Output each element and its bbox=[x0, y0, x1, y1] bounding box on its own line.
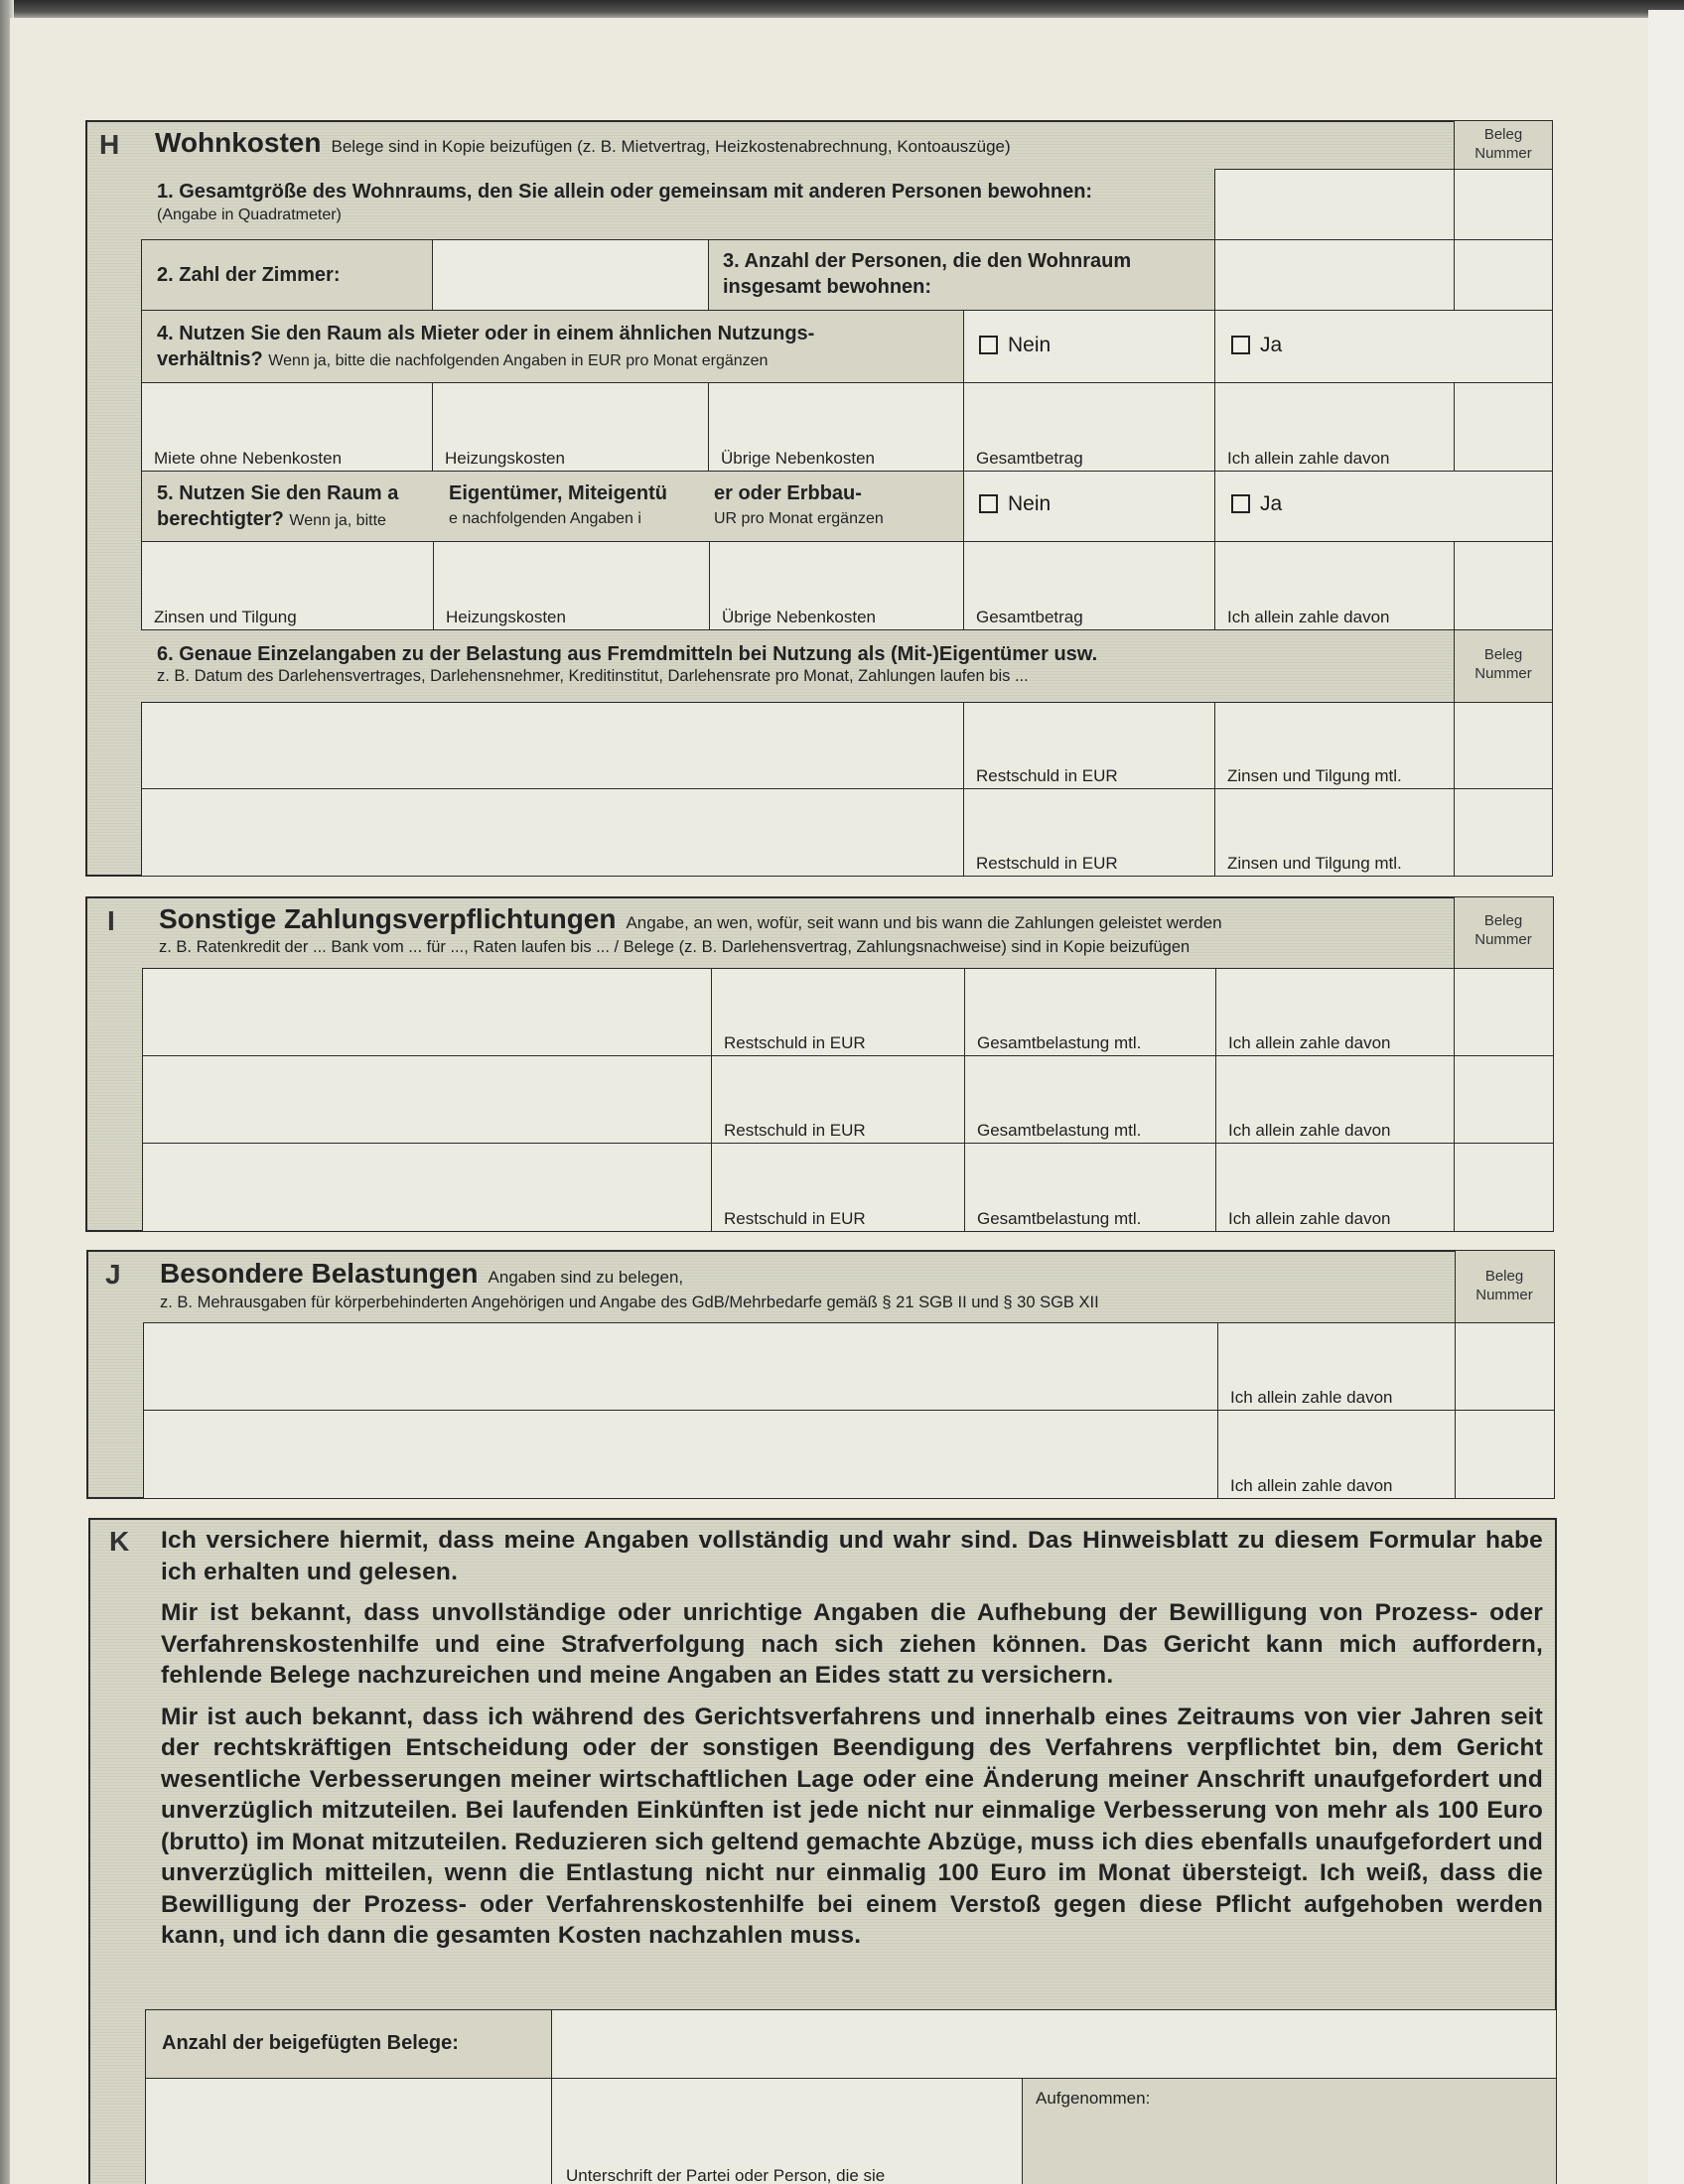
q6-row-2-zinsen[interactable] bbox=[1214, 788, 1455, 877]
signature-field[interactable] bbox=[551, 2078, 1023, 2184]
field-caption: Zinsen und Tilgung mtl. bbox=[1227, 766, 1402, 785]
section-h-title bbox=[155, 127, 1011, 159]
q2-label: 2. Zahl der Zimmer: bbox=[157, 264, 341, 286]
section-j-row-1-description[interactable] bbox=[143, 1322, 1218, 1411]
section-j-row-1-beleg[interactable] bbox=[1455, 1322, 1555, 1411]
q5-beleg-input[interactable] bbox=[1454, 541, 1553, 630]
field-caption: Restschuld in EUR bbox=[976, 854, 1118, 873]
section-i-row-2-beleg[interactable] bbox=[1454, 1055, 1554, 1144]
field-caption: Gesamtbelastung mtl. bbox=[977, 1209, 1142, 1228]
beleg-label-line1: Beleg bbox=[1483, 126, 1523, 143]
field-caption: Gesamtbetrag bbox=[976, 449, 1083, 468]
section-i-title-text: Sonstige Zahlungsverpflichtungen bbox=[159, 903, 617, 934]
q5-label-mid bbox=[449, 480, 667, 532]
q6-note: z. B. Datum des Darlehensvertrages, Darlehensnehmer, Kreditinstitut, Darlehensrate pro Monat, Zahlungen laufen bis ... bbox=[157, 667, 1029, 685]
section-i-letter: I bbox=[107, 905, 115, 936]
section-i-title bbox=[159, 903, 1222, 935]
section-j-subtitle: Angaben sind zu belegen, bbox=[488, 1268, 684, 1287]
field-caption: Übrige Nebenkosten bbox=[722, 608, 876, 626]
aufgenommen-field bbox=[1022, 2078, 1557, 2184]
field-caption: Gesamtbelastung mtl. bbox=[977, 1121, 1142, 1140]
section-i-row-1-gesamt[interactable] bbox=[964, 968, 1216, 1056]
q4-label-line2: verhältnis? bbox=[157, 348, 263, 370]
q5-note-part-c: UR pro Monat ergänzen bbox=[714, 510, 884, 527]
section-j-row-1-allein[interactable] bbox=[1217, 1322, 1456, 1411]
q5-note-part-a: Wenn ja, bitte bbox=[289, 512, 386, 529]
section-j-beleg-label bbox=[1457, 1267, 1552, 1304]
q5-label-part-b: Eigentümer, Miteigentü bbox=[449, 482, 668, 504]
q2-rooms-input[interactable] bbox=[432, 239, 709, 311]
q4-no-option[interactable] bbox=[979, 334, 1051, 357]
q5-label bbox=[157, 480, 398, 534]
field-caption: Heizungskosten bbox=[446, 608, 566, 626]
field-caption: Restschuld in EUR bbox=[976, 766, 1118, 785]
beleg-label-line2: Nummer bbox=[1475, 1287, 1533, 1303]
section-i-row-1-description[interactable] bbox=[142, 968, 712, 1056]
q5-no-option[interactable] bbox=[979, 492, 1051, 516]
q4-field-nebenkosten[interactable] bbox=[708, 382, 964, 472]
q5-label-line2: berechtigter? bbox=[157, 508, 284, 530]
q5-no-checkbox[interactable] bbox=[979, 494, 998, 513]
q1-area-input[interactable] bbox=[1214, 169, 1455, 240]
declaration-paragraph-3: Mir ist auch bekannt, dass ich während des Gerichtsverfahrens und innerhalb eines Zeitraums von vier Jahren seit der rechtskräftigen Entscheidung oder der sonstigen Beendigung des Verfahrens verpflichtet bin, dem Gericht wesentliche Verbesserungen meiner wirtschaftlichen Lage oder eine Änderung meiner Anschrift unaufgefordert und unverzüglich mitzuteilen. Bei laufenden Einkünften ist jede nicht nur einmalige Verbesserung von mehr als 100 Euro (brutto) im Monat mitzuteilen. Reduzieren sich geltend gemachte Abzüge, muss ich dies ebenfalls unaufgefordert und unverzüglich mitteilen, wenn die Entlastung nicht nur einmalig 100 Euro im Monat übersteigt. Ich weiß, dass die Bewilligung der Prozess- oder Verfahrenskostenhilfe bei einem Verstoß gegen diese Pflicht aufgehoben werden kann, und ich dann die gesamten Kosten nachzahlen muss. bbox=[161, 1703, 1543, 1949]
field-caption: Ich allein zahle davon bbox=[1227, 449, 1390, 468]
q6-beleg-label bbox=[1456, 645, 1551, 683]
q4-note: Wenn ja, bitte die nachfolgenden Angaben in EUR pro Monat ergänzen bbox=[268, 352, 769, 369]
q4-yes-checkbox[interactable] bbox=[1231, 336, 1250, 354]
signature-label: Unterschrift der Partei oder Person, die sie bbox=[566, 2166, 886, 2184]
declaration-paragraph-1: Ich versichere hiermit, dass meine Angaben vollständig und wahr sind. Das Hinweisblatt zu diesem Formular habe ich erhalten und gelesen. bbox=[161, 1527, 1543, 1585]
section-j-row-2-description[interactable] bbox=[143, 1410, 1218, 1499]
section-i-row-1-allein[interactable] bbox=[1215, 968, 1455, 1056]
field-caption: Ich allein zahle davon bbox=[1228, 1209, 1391, 1228]
beleg-label-line1: Beleg bbox=[1483, 912, 1523, 929]
q5-field-zinsen[interactable] bbox=[141, 541, 434, 630]
q4-field-miete[interactable] bbox=[141, 382, 433, 472]
field-caption: Zinsen und Tilgung mtl. bbox=[1227, 854, 1402, 873]
section-j-title-text: Besondere Belastungen bbox=[160, 1258, 479, 1289]
beleg-label-line1: Beleg bbox=[1484, 1268, 1524, 1285]
section-h-beleg-label bbox=[1456, 125, 1551, 163]
q3-label bbox=[723, 248, 1131, 300]
q6-row-2-restschuld[interactable] bbox=[963, 788, 1215, 877]
field-caption: Miete ohne Nebenkosten bbox=[154, 449, 343, 468]
q4-field-gesamt[interactable] bbox=[963, 382, 1215, 472]
section-j-letter: J bbox=[105, 1259, 121, 1290]
section-i-row-2-gesamt[interactable] bbox=[964, 1055, 1216, 1144]
field-caption: Gesamtbelastung mtl. bbox=[977, 1033, 1142, 1052]
q4-no-checkbox[interactable] bbox=[979, 336, 998, 354]
section-i-subtitle: Angabe, an wen, wofür, seit wann und bis wann die Zahlungen geleistet werden bbox=[626, 913, 1222, 932]
field-caption: Restschuld in EUR bbox=[724, 1033, 866, 1052]
section-h-subtitle: Belege sind in Kopie beizufügen (z. B. Mietvertrag, Heizkostenabrechnung, Kontoauszüge) bbox=[331, 137, 1011, 156]
q5-yes-checkbox[interactable] bbox=[1231, 494, 1250, 513]
section-j-title bbox=[160, 1258, 683, 1290]
field-caption: Ich allein zahle davon bbox=[1230, 1476, 1393, 1495]
field-caption: Heizungskosten bbox=[445, 449, 565, 468]
section-i-row-3-gesamt[interactable] bbox=[964, 1143, 1216, 1232]
section-j-note: z. B. Mehrausgaben für körperbehinderten Angehörigen und Angabe des GdB/Mehrbedarfe gemäß § 21 SGB II und § 30 SGB XII bbox=[160, 1294, 1099, 1311]
q5-field-nebenkosten[interactable] bbox=[709, 541, 964, 630]
field-caption: Restschuld in EUR bbox=[724, 1209, 866, 1228]
field-caption: Restschuld in EUR bbox=[724, 1121, 866, 1140]
section-i-beleg-label bbox=[1456, 911, 1551, 949]
section-j-row-2-allein[interactable] bbox=[1217, 1410, 1456, 1499]
q6-label: 6. Genaue Einzelangaben zu der Belastung aus Fremdmitteln bei Nutzung als (Mit-)Eigentümer usw. bbox=[157, 643, 1098, 665]
q4-label-line1: 4. Nutzen Sie den Raum als Mieter oder in einem ähnlichen Nutzungs- bbox=[157, 323, 815, 344]
beleg-label-line2: Nummer bbox=[1474, 145, 1532, 162]
declaration-text bbox=[161, 1525, 1543, 1962]
q5-label-end bbox=[714, 480, 884, 532]
q3-persons-input[interactable] bbox=[1214, 239, 1455, 311]
place-date-input[interactable] bbox=[145, 2078, 552, 2184]
q6-row-2-beleg[interactable] bbox=[1454, 788, 1553, 877]
q5-field-gesamt[interactable] bbox=[963, 541, 1215, 630]
q3-label-line2: insgesamt bewohnen: bbox=[723, 276, 932, 298]
section-j-row-2-beleg[interactable] bbox=[1455, 1410, 1555, 1499]
field-caption: Zinsen und Tilgung bbox=[154, 608, 297, 626]
q4-field-heizung[interactable] bbox=[432, 382, 709, 472]
q6-row-1-zinsen[interactable] bbox=[1214, 702, 1455, 789]
q5-yes-option[interactable] bbox=[1231, 492, 1282, 516]
q4-yes-option[interactable] bbox=[1231, 334, 1282, 357]
q3-beleg-input[interactable] bbox=[1454, 239, 1553, 311]
q5-field-heizung[interactable] bbox=[433, 541, 710, 630]
field-caption: Ich allein zahle davon bbox=[1228, 1033, 1391, 1052]
q3-label-line1: 3. Anzahl der Personen, die den Wohnraum bbox=[723, 250, 1132, 272]
section-i-row-3-beleg[interactable] bbox=[1454, 1143, 1554, 1232]
q6-row-1-beleg[interactable] bbox=[1454, 702, 1553, 789]
section-i-row-3-description[interactable] bbox=[142, 1143, 712, 1232]
q1-label: 1. Gesamtgröße des Wohnraums, den Sie allein oder gemeinsam mit anderen Personen bewohnen: bbox=[157, 181, 1093, 203]
scan-right-edge bbox=[1648, 10, 1684, 2184]
scan-top-edge bbox=[0, 0, 1684, 20]
q6-row-1-restschuld[interactable] bbox=[963, 702, 1215, 789]
field-caption: Ich allein zahle davon bbox=[1228, 1121, 1391, 1140]
aufgenommen-label: Aufgenommen: bbox=[1036, 2089, 1151, 2108]
beleg-label-line2: Nummer bbox=[1474, 931, 1532, 948]
section-i-row-1-beleg[interactable] bbox=[1454, 968, 1554, 1056]
q5-label-part-a: 5. Nutzen Sie den Raum a bbox=[157, 482, 399, 504]
beleg-label-line1: Beleg bbox=[1483, 646, 1523, 663]
belege-count-input[interactable] bbox=[551, 2009, 1557, 2079]
section-i-row-2-restschuld[interactable] bbox=[711, 1055, 965, 1144]
q1-note: (Angabe in Quadratmeter) bbox=[157, 206, 342, 223]
q4-label bbox=[157, 321, 814, 374]
section-i-row-3-restschuld[interactable] bbox=[711, 1143, 965, 1232]
q6-row-1-description[interactable] bbox=[141, 702, 964, 789]
field-caption: Gesamtbetrag bbox=[976, 608, 1083, 626]
q1-beleg-input[interactable] bbox=[1454, 169, 1553, 240]
q4-beleg-input[interactable] bbox=[1454, 382, 1553, 472]
field-caption: Ich allein zahle davon bbox=[1230, 1388, 1393, 1407]
section-k-letter: K bbox=[109, 1526, 130, 1557]
q6-row-2-description[interactable] bbox=[141, 788, 964, 877]
section-i-row-2-description[interactable] bbox=[142, 1055, 712, 1144]
field-caption: Übrige Nebenkosten bbox=[721, 449, 875, 468]
declaration-paragraph-2: Mir ist bekannt, dass unvollständige oder unrichtige Angaben die Aufhebung der Bewilligung von Prozess- oder Verfahrenskostenhilfe und eine Strafverfolgung nach sich ziehen können. Das Gericht kann mich auffordern, fehlende Belege nachzureichen und meine Angaben an Eides statt zu versichern. bbox=[161, 1599, 1543, 1689]
q5-label-part-c: er oder Erbbau- bbox=[714, 482, 862, 504]
field-caption: Ich allein zahle davon bbox=[1227, 608, 1390, 626]
q5-field-allein[interactable] bbox=[1214, 541, 1455, 630]
section-h-title-text: Wohnkosten bbox=[155, 127, 322, 158]
section-i-row-2-allein[interactable] bbox=[1215, 1055, 1455, 1144]
q5-yes-label: Ja bbox=[1260, 492, 1283, 515]
q5-no-label: Nein bbox=[1008, 492, 1052, 515]
q4-field-allein[interactable] bbox=[1214, 382, 1455, 472]
q4-yes-label: Ja bbox=[1260, 334, 1283, 356]
section-i-row-3-allein[interactable] bbox=[1215, 1143, 1455, 1232]
section-i-row-1-restschuld[interactable] bbox=[711, 968, 965, 1056]
q5-note-part-b: e nachfolgenden Angaben i bbox=[449, 510, 641, 527]
beleg-label-line2: Nummer bbox=[1474, 665, 1532, 682]
q4-no-label: Nein bbox=[1008, 334, 1052, 356]
belege-count-label: Anzahl der beigefügten Belege: bbox=[162, 2032, 459, 2054]
section-h-letter: H bbox=[99, 129, 120, 160]
section-i-note: z. B. Ratenkredit der ... Bank vom ... für ..., Raten laufen bis ... / Belege (z. B. Darlehensvertrag, Zahlungsnachweise) sind in Kopie beizufügen bbox=[159, 938, 1191, 956]
